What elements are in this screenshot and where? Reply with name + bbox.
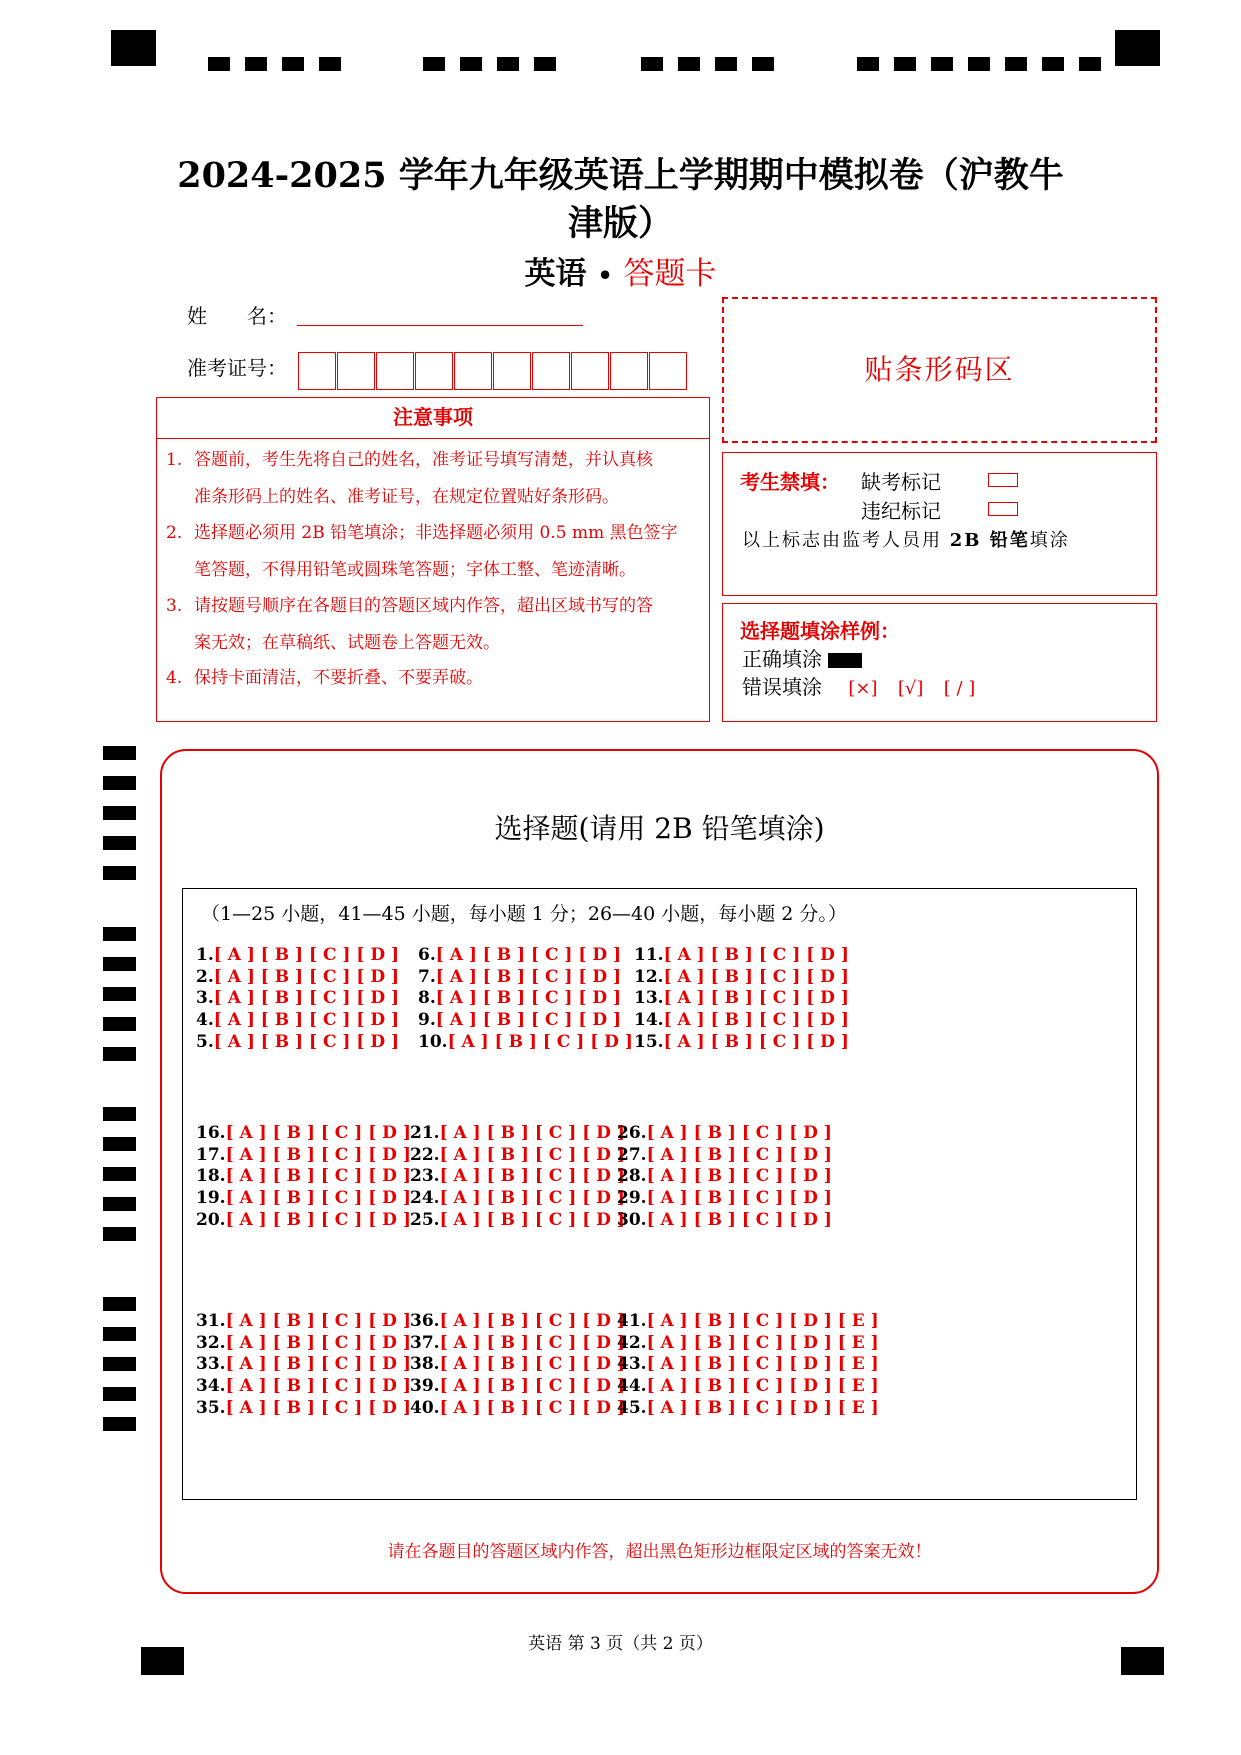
question-number: 24. [410, 1188, 440, 1209]
answer-options[interactable]: [ A ] [ B ] [ C ] [ D ] [ E ] [646, 1354, 879, 1375]
page-title-line1: 2024-2025 学年九年级英语上学期期中模拟卷（沪教牛 [177, 155, 1064, 196]
answer-options[interactable]: [ A ] [ B ] [ C ] [ D ] [439, 1311, 625, 1331]
question-row[interactable] [418, 987, 621, 1009]
wrong-mark-3: [ / ] [943, 678, 976, 699]
question-row[interactable] [617, 1332, 879, 1354]
timing-mark [208, 57, 230, 71]
timing-mark [103, 1327, 136, 1341]
card-subtitle [0, 248, 1241, 293]
forbidden-note-post: 填涂 [1029, 530, 1070, 551]
question-number: 29. [617, 1188, 647, 1209]
corner-mark-top-left [111, 30, 156, 66]
question-number: 17. [196, 1144, 226, 1165]
question-row[interactable] [634, 966, 849, 988]
answer-options[interactable]: [ A ] [ B ] [ C ] [ D ] [225, 1144, 411, 1165]
forbidden-label: 考生禁填： [740, 470, 840, 494]
answer-options[interactable]: [ A ] [ B ] [ C ] [ D ] [439, 1354, 625, 1375]
question-row[interactable] [634, 987, 849, 1009]
question-number: 3. [196, 988, 214, 1009]
question-number: 30. [617, 1209, 647, 1230]
answer-options[interactable]: [ A ] [ B ] [ C ] [ D ] [435, 1010, 622, 1031]
question-number: 35. [196, 1397, 226, 1418]
question-number: 43. [617, 1354, 647, 1375]
absent-mark-box[interactable] [988, 469, 1018, 488]
id-digit-box[interactable] [415, 352, 453, 390]
question-row[interactable] [196, 987, 399, 1009]
notice-item-text-cont: 准条形码上的姓名、准考证号，在规定位置贴好条形码。 [194, 487, 619, 507]
answer-options[interactable]: [ A ] [ B ] [ C ] [ D ] [213, 988, 400, 1009]
id-digit-box[interactable] [454, 352, 492, 390]
timing-mark [282, 57, 304, 71]
answer-options[interactable]: [ A ] [ B ] [ C ] [ D ] [663, 1031, 849, 1052]
forbidden-note-bold: 2B 铅笔 [949, 530, 1030, 551]
timing-mark [894, 57, 916, 71]
question-row[interactable] [196, 1397, 411, 1419]
wrong-fill-row [742, 671, 975, 700]
wrong-mark-1: [×] [848, 678, 878, 699]
question-row[interactable] [196, 1332, 411, 1354]
correct-fill-label: 正确填涂 [742, 647, 822, 671]
name-input-line[interactable] [297, 325, 583, 326]
timing-mark [103, 1197, 136, 1211]
question-number: 41. [617, 1311, 647, 1331]
question-row[interactable] [634, 1031, 849, 1053]
question-number: 20. [196, 1209, 226, 1230]
question-row[interactable] [196, 944, 399, 966]
notice-item [166, 515, 706, 589]
timing-mark [1005, 57, 1027, 71]
answer-options[interactable]: [ A ] [ B ] [ C ] [ D ] [225, 1311, 411, 1331]
wrong-fill-label: 错误填涂 [742, 675, 822, 699]
score-note: （1—25 小题，41—45 小题，每小题 1 分；26—40 小题，每小题 2 分。） [201, 903, 847, 925]
card-name: 答题卡 [623, 256, 717, 292]
timing-mark [103, 1297, 136, 1311]
question-row[interactable] [410, 1187, 625, 1209]
question-row[interactable] [196, 1353, 411, 1375]
violation-mark-box[interactable] [988, 498, 1018, 517]
timing-mark [103, 806, 136, 820]
question-row[interactable] [617, 1353, 879, 1375]
barcode-label: 贴条形码区 [864, 353, 1015, 386]
answer-area-warning: 请在各题目的答题区域内作答，超出黑色矩形边框限定区域的答案无效！ [387, 1542, 932, 1562]
answer-options[interactable]: [ A ] [ B ] [ C ] [ D ] [213, 945, 400, 965]
answer-options[interactable]: [ A ] [ B ] [ C ] [ D ] [225, 1376, 411, 1397]
question-number: 14. [634, 1010, 664, 1031]
question-row[interactable] [196, 1031, 399, 1053]
question-row[interactable] [617, 1375, 879, 1397]
timing-mark [103, 836, 136, 850]
answer-options[interactable]: [ A ] [ B ] [ C ] [ D ] [439, 1209, 625, 1230]
question-number: 19. [196, 1188, 226, 1209]
timing-mark [715, 57, 737, 71]
question-number: 23. [410, 1166, 440, 1187]
question-row[interactable] [410, 1332, 625, 1354]
question-number: 13. [634, 988, 664, 1009]
question-number: 25. [410, 1209, 440, 1230]
notice-item-number: 3. [166, 596, 183, 616]
notice-item-text: 保持卡面清洁，不要折叠、不要弄破。 [194, 668, 483, 688]
timing-mark [678, 57, 700, 71]
answer-options[interactable]: [ A ] [ B ] [ C ] [ D ] [ E ] [646, 1311, 879, 1331]
answer-options[interactable]: [ A ] [ B ] [ C ] [ D ] [663, 945, 849, 965]
notice-title: 注意事项 [156, 397, 710, 439]
answer-options[interactable]: [ A ] [ B ] [ C ] [ D ] [439, 1397, 625, 1418]
question-row[interactable] [196, 1122, 411, 1144]
barcode-area [722, 297, 1157, 443]
timing-mark [103, 746, 136, 760]
timing-mark [641, 57, 663, 71]
timing-mark [103, 1047, 136, 1061]
question-row[interactable] [617, 1122, 832, 1144]
question-number: 9. [418, 1010, 436, 1031]
timing-mark [497, 57, 519, 71]
question-row[interactable] [634, 1009, 849, 1031]
question-row[interactable] [410, 1375, 625, 1397]
question-row[interactable] [418, 944, 621, 966]
timing-mark [103, 1167, 136, 1181]
timing-mark [103, 1387, 136, 1401]
timing-mark [103, 987, 136, 1001]
question-row[interactable] [410, 1397, 625, 1419]
answer-options[interactable]: [ A ] [ B ] [ C ] [ D ] [435, 966, 622, 987]
id-digit-box[interactable] [571, 352, 609, 390]
notice-item [166, 442, 706, 516]
question-row[interactable] [196, 1209, 411, 1231]
id-digit-box[interactable] [298, 352, 336, 390]
timing-mark [968, 57, 990, 71]
question-number: 34. [196, 1376, 226, 1397]
question-number: 11. [634, 945, 664, 965]
question-number: 39. [410, 1376, 440, 1397]
question-number: 7. [418, 966, 436, 987]
timing-mark [103, 866, 136, 880]
timing-mark [423, 57, 445, 71]
question-row[interactable] [617, 1310, 879, 1332]
question-row[interactable] [196, 1187, 411, 1209]
question-number: 45. [617, 1397, 647, 1418]
question-number: 40. [410, 1397, 440, 1418]
question-row[interactable] [196, 1144, 411, 1166]
answer-options[interactable]: [ A ] [ B ] [ C ] [ D ] [646, 1188, 832, 1209]
name-label: 姓 名： [187, 304, 287, 328]
question-number: 36. [410, 1311, 440, 1331]
answer-options[interactable]: [ A ] [ B ] [ C ] [ D ] [213, 1031, 400, 1052]
answer-options[interactable]: [ A ] [ B ] [ C ] [ D ] [439, 1188, 625, 1209]
sample-title: 选择题填涂样例： [740, 619, 900, 643]
question-row[interactable] [617, 1397, 879, 1419]
id-digit-box[interactable] [493, 352, 531, 390]
corner-mark-top-right [1115, 30, 1160, 66]
answer-options[interactable]: [ A ] [ B ] [ C ] [ D ] [646, 1209, 832, 1230]
answer-options[interactable]: [ A ] [ B ] [ C ] [ D ] [225, 1166, 411, 1187]
timing-mark [245, 57, 267, 71]
question-number: 42. [617, 1332, 647, 1353]
answer-options[interactable]: [ A ] [ B ] [ C ] [ D ] [663, 988, 849, 1009]
question-row[interactable] [617, 1165, 832, 1187]
answer-options[interactable]: [ A ] [ B ] [ C ] [ D ] [439, 1166, 625, 1187]
question-row[interactable] [634, 944, 849, 966]
question-number: 32. [196, 1332, 226, 1353]
id-digit-box[interactable] [337, 352, 375, 390]
answer-options[interactable]: [ A ] [ B ] [ C ] [ D ] [439, 1144, 625, 1165]
answer-options[interactable]: [ A ] [ B ] [ C ] [ D ] [225, 1123, 411, 1143]
notice-item [166, 660, 706, 697]
answer-options[interactable]: [ A ] [ B ] [ C ] [ D ] [663, 1010, 849, 1031]
timing-mark [752, 57, 774, 71]
question-number: 28. [617, 1166, 647, 1187]
question-number: 27. [617, 1144, 647, 1165]
question-row[interactable] [418, 1009, 621, 1031]
question-row[interactable] [418, 966, 621, 988]
timing-mark [103, 1137, 136, 1151]
page-number: 英语 第 3 页（共 2 页） [528, 1634, 713, 1654]
question-number: 21. [410, 1123, 440, 1143]
answer-options[interactable]: [ A ] [ B ] [ C ] [ D ] [ E ] [646, 1376, 879, 1397]
notice-item [166, 588, 706, 662]
answer-options[interactable]: [ A ] [ B ] [ C ] [ D ] [225, 1188, 411, 1209]
answer-options[interactable]: [ A ] [ B ] [ C ] [ D ] [663, 966, 849, 987]
timing-mark [103, 1017, 136, 1031]
question-number: 37. [410, 1332, 440, 1353]
id-digit-box[interactable] [376, 352, 414, 390]
question-number: 31. [196, 1311, 226, 1331]
notice-item-text-cont: 笔答题，不得用铅笔或圆珠笔答题；字体工整、笔迹清晰。 [194, 560, 636, 580]
subject-label: 英语 [524, 256, 587, 292]
notice-item-number: 2. [166, 523, 183, 543]
answer-options[interactable]: [ A ] [ B ] [ C ] [ D ] [646, 1123, 832, 1143]
timing-mark [103, 1357, 136, 1371]
notice-item-text-cont: 案无效；在草稿纸、试题卷上答题无效。 [194, 633, 500, 653]
answer-options[interactable]: [ A ] [ B ] [ C ] [ D ] [439, 1376, 625, 1397]
question-row[interactable] [410, 1144, 625, 1166]
question-number: 44. [617, 1376, 647, 1397]
question-row[interactable] [196, 1165, 411, 1187]
question-row[interactable] [196, 966, 399, 988]
answer-options[interactable]: [ A ] [ B ] [ C ] [ D ] [447, 1031, 633, 1052]
question-number: 38. [410, 1354, 440, 1375]
answer-options[interactable]: [ A ] [ B ] [ C ] [ D ] [225, 1397, 411, 1418]
question-number: 26. [617, 1123, 647, 1143]
absent-label: 缺考标记 [861, 470, 941, 494]
question-number: 16. [196, 1123, 226, 1143]
question-number: 2. [196, 966, 214, 987]
separator-dot: • [597, 261, 613, 290]
timing-mark [931, 57, 953, 71]
timing-mark [319, 57, 341, 71]
timing-mark [103, 1227, 136, 1241]
question-number: 12. [634, 966, 664, 987]
timing-mark [103, 957, 136, 971]
id-label: 准考证号： [187, 356, 287, 380]
notice-item-text: 答题前，考生先将自己的姓名，准考证号填写清楚，并认真核 [194, 450, 653, 470]
question-number: 1. [196, 945, 214, 965]
timing-mark [103, 1417, 136, 1431]
answer-options[interactable]: [ A ] [ B ] [ C ] [ D ] [213, 1010, 400, 1031]
timing-mark [103, 927, 136, 941]
question-number: 22. [410, 1144, 440, 1165]
notice-item-text: 选择题必须用 2B 铅笔填涂；非选择题必须用 0.5 mm 黑色签字 [194, 523, 678, 543]
answer-options[interactable]: [ A ] [ B ] [ C ] [ D ] [439, 1123, 625, 1143]
question-row[interactable] [410, 1165, 625, 1187]
timing-mark [103, 1107, 136, 1121]
question-row[interactable] [617, 1209, 832, 1231]
id-digit-box[interactable] [610, 352, 648, 390]
question-number: 4. [196, 1010, 214, 1031]
question-row[interactable] [196, 1009, 399, 1031]
question-row[interactable] [410, 1209, 625, 1231]
notice-item-number: 1. [166, 450, 183, 470]
question-number: 33. [196, 1354, 226, 1375]
question-row[interactable] [410, 1122, 625, 1144]
question-row[interactable] [617, 1144, 832, 1166]
question-number: 8. [418, 988, 436, 1009]
correct-fill-row [742, 643, 862, 672]
answer-options[interactable]: [ A ] [ B ] [ C ] [ D ] [646, 1144, 832, 1165]
answer-options[interactable]: [ A ] [ B ] [ C ] [ D ] [646, 1166, 832, 1187]
answer-options[interactable]: [ A ] [ B ] [ C ] [ D ] [225, 1209, 411, 1230]
question-number: 6. [418, 945, 436, 965]
forbidden-note-pre: 以上标志由监考人员用 [742, 530, 950, 551]
notice-item-text: 请按题号顺序在各题目的答题区域内作答，超出区域书写的答 [194, 596, 653, 616]
id-digit-box[interactable] [532, 352, 570, 390]
timing-mark [1042, 57, 1064, 71]
forbidden-note [742, 526, 1070, 552]
answer-options[interactable]: [ A ] [ B ] [ C ] [ D ] [ E ] [646, 1397, 879, 1418]
answer-options[interactable]: [ A ] [ B ] [ C ] [ D ] [439, 1332, 625, 1353]
answer-options[interactable]: [ A ] [ B ] [ C ] [ D ] [225, 1332, 411, 1353]
page-title-line2: 津版） [567, 203, 673, 244]
question-row[interactable] [410, 1353, 625, 1375]
question-row[interactable] [196, 1375, 411, 1397]
question-row[interactable] [418, 1031, 633, 1053]
question-row[interactable] [410, 1310, 625, 1332]
question-row[interactable] [617, 1187, 832, 1209]
timing-mark [103, 776, 136, 790]
id-digit-box[interactable] [649, 352, 687, 390]
answer-options[interactable]: [ A ] [ B ] [ C ] [ D ] [225, 1354, 411, 1375]
timing-mark [857, 57, 879, 71]
question-number: 18. [196, 1166, 226, 1187]
question-row[interactable] [196, 1310, 411, 1332]
question-number: 10. [418, 1031, 448, 1052]
wrong-mark-2: [√] [897, 678, 924, 699]
notice-item-number: 4. [166, 668, 183, 688]
question-number: 15. [634, 1031, 664, 1052]
timing-mark [460, 57, 482, 71]
violation-label: 违纪标记 [861, 499, 941, 523]
choice-section-title: 选择题(请用 2B 铅笔填涂) [494, 812, 825, 845]
filled-sample-mark [828, 653, 862, 668]
timing-mark [1079, 57, 1101, 71]
timing-mark [534, 57, 556, 71]
answer-options[interactable]: [ A ] [ B ] [ C ] [ D ] [435, 988, 622, 1009]
answer-options[interactable]: [ A ] [ B ] [ C ] [ D ] [ E ] [646, 1332, 879, 1353]
answer-options[interactable]: [ A ] [ B ] [ C ] [ D ] [435, 945, 622, 965]
answer-options[interactable]: [ A ] [ B ] [ C ] [ D ] [213, 966, 400, 987]
question-number: 5. [196, 1031, 214, 1052]
